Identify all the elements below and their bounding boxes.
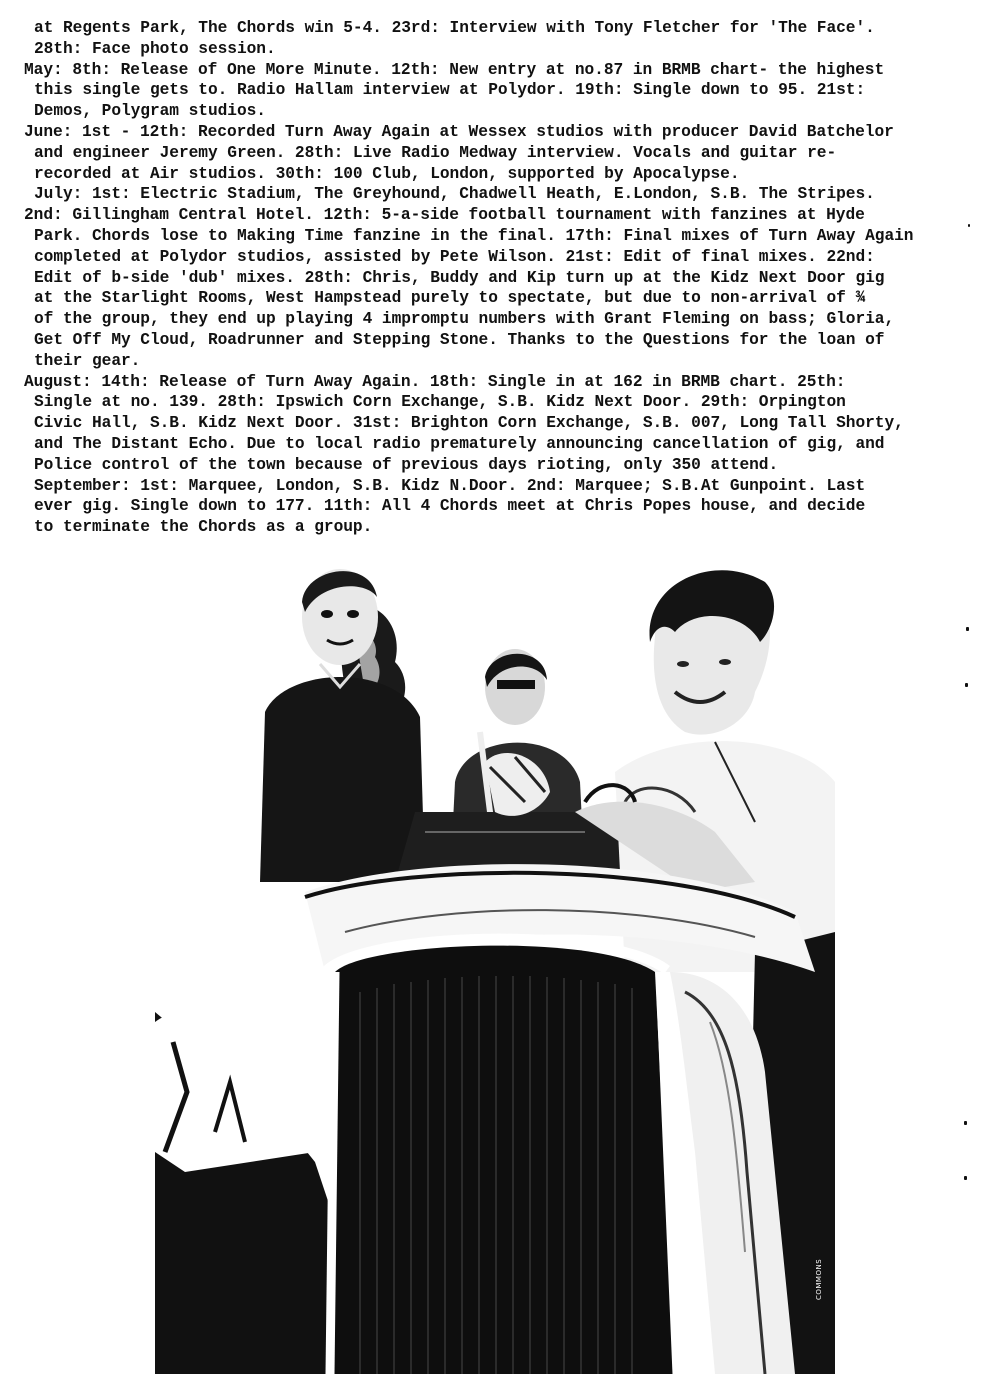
text-line: recorded at Air studios. 30th: 100 Club, London, supported by Apocalypse. <box>34 164 740 183</box>
diary-text <box>24 18 984 538</box>
text-line: 28th: Face photo session. <box>34 39 276 58</box>
scan-speck <box>964 1121 967 1125</box>
text-line: to terminate the Chords as a group. <box>34 518 373 537</box>
text-line: of the group, they end up playing 4 impromptu numbers with Grant Fleming on bass; Gloria, <box>34 310 895 329</box>
text-line: September: 1st: Marquee, London, S.B. Kidz N.Door. 2nd: Marquee; S.B.At Gunpoint. Last <box>34 476 866 495</box>
text-line: this single gets to. Radio Hallam interview at Polydor. 19th: Single down to 95. 21st: <box>34 81 866 100</box>
scan-speck <box>965 683 968 687</box>
text-line: Get Off My Cloud, Roadrunner and Stepping Stone. Thanks to the Questions for the loan of <box>34 330 885 349</box>
scan-speck <box>968 224 970 227</box>
text-line: at Regents Park, The Chords win 5-4. 23rd: Interview with Tony Fletcher for 'The Face'. <box>34 19 875 37</box>
text-line: ever gig. Single down to 177. 11th: All 4 Chords meet at Chris Popes house, and decide <box>34 497 866 516</box>
text-line: Demos, Polygram studios. <box>34 102 266 121</box>
scan-speck <box>964 1176 967 1180</box>
text-line: their gear. <box>34 351 141 370</box>
photo-credit: COMMONS <box>815 1258 823 1300</box>
text-line: August: 14th: Release of Turn Away Again. 18th: Single in at 162 in BRMB chart. 25th: <box>24 372 846 391</box>
text-line: Single at no. 139. 28th: Ipswich Corn Exchange, S.B. Kidz Next Door. 29th: Orpington <box>34 393 846 412</box>
text-line: and engineer Jeremy Green. 28th: Live Radio Medway interview. Vocals and guitar re- <box>34 143 837 162</box>
band-photo <box>155 552 835 1374</box>
text-line: May: 8th: Release of One More Minute. 12th: New entry at no.87 in BRMB chart- the highest <box>24 60 885 79</box>
text-line: Edit of b-side 'dub' mixes. 28th: Chris, Buddy and Kip turn up at the Kidz Next Door gig <box>34 268 885 287</box>
text-line: June: 1st - 12th: Recorded Turn Away Again at Wessex studios with producer David Batchelor <box>24 122 894 141</box>
text-line: 2nd: Gillingham Central Hotel. 12th: 5-a-side football tournament with fanzines at Hyde <box>24 206 865 225</box>
text-line: Police control of the town because of previous days rioting, only 350 attend. <box>34 455 779 474</box>
text-line: at the Starlight Rooms, West Hampstead purely to spectate, but due to non-arrival of ¾ <box>34 289 866 308</box>
text-line: Civic Hall, S.B. Kidz Next Door. 31st: Brighton Corn Exchange, S.B. 007, Long Tall Shorty, <box>34 414 904 433</box>
text-line: completed at Polydor studios, assisted by Pete Wilson. 21st: Edit of final mixes. 22nd: <box>34 247 875 266</box>
scan-speck <box>966 627 969 631</box>
text-line: Park. Chords lose to Making Time fanzine in the final. 17th: Final mixes of Turn Away Again <box>34 226 914 245</box>
text-line: July: 1st: Electric Stadium, The Greyhound, Chadwell Heath, E.London, S.B. The Stripes. <box>34 185 875 204</box>
text-line: and The Distant Echo. Due to local radio prematurely announcing cancellation of gig, and <box>34 434 885 453</box>
